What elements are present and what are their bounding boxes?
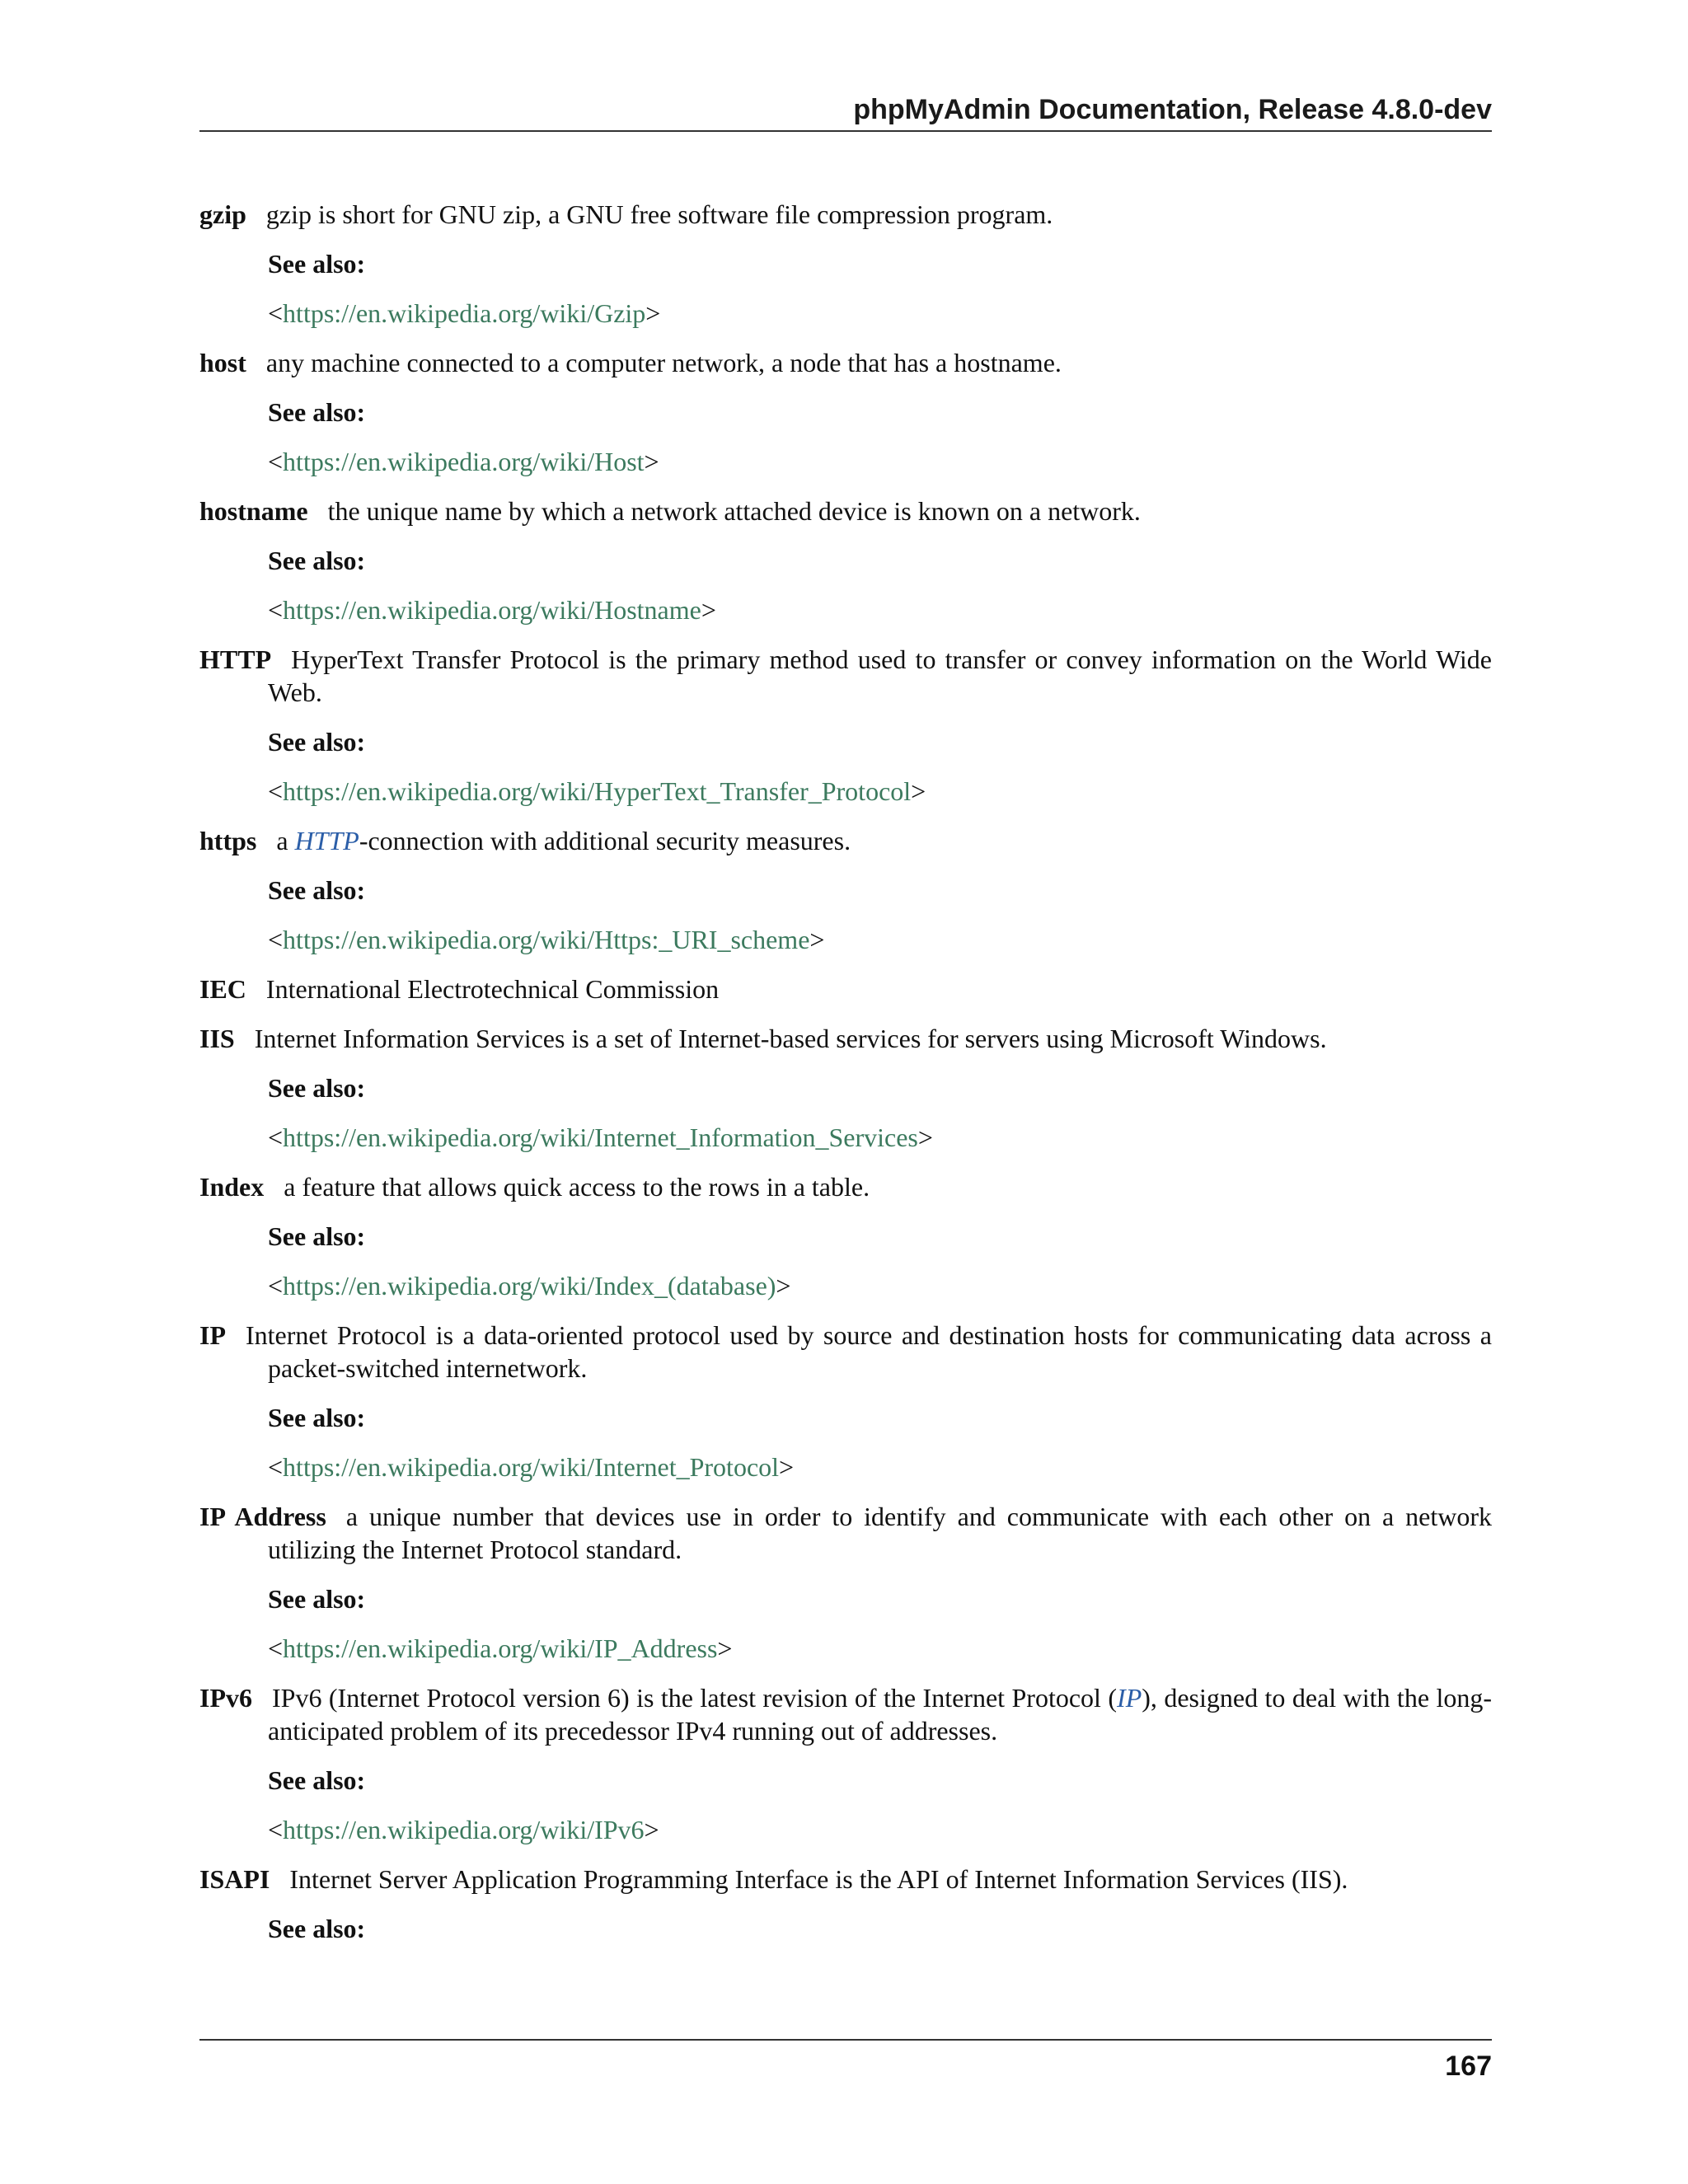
reference-link[interactable]: https://en.wikipedia.org/wiki/Internet_Protocol bbox=[283, 1452, 780, 1482]
definition bbox=[199, 346, 1492, 379]
term: host bbox=[199, 348, 246, 377]
definition bbox=[199, 1319, 1492, 1385]
see-also-label: See also: bbox=[268, 727, 366, 757]
cross-reference-link[interactable]: IP bbox=[1117, 1683, 1142, 1713]
definition bbox=[199, 1500, 1492, 1566]
term: hostname bbox=[199, 496, 308, 526]
definition-text-after: -connection with additional security measures. bbox=[359, 826, 851, 855]
term: gzip bbox=[199, 199, 246, 229]
reference-line: <https://en.wikipedia.org/wiki/Hostname> bbox=[268, 595, 716, 625]
see-also-label: See also: bbox=[268, 1221, 366, 1251]
reference-line: <https://en.wikipedia.org/wiki/HyperText_Transfer_Protocol> bbox=[268, 776, 926, 806]
page-number: 167 bbox=[1445, 2050, 1492, 2082]
glossary-entry-ipv6 bbox=[199, 1681, 1492, 1846]
see-also-label: See also: bbox=[268, 397, 366, 427]
see-also-label: See also: bbox=[268, 1073, 366, 1103]
definition-text-before: IPv6 (Internet Protocol version 6) is the latest revision of the Internet Protocol ( bbox=[272, 1683, 1118, 1713]
glossary-entry-index bbox=[199, 1170, 1492, 1302]
glossary-entry-gzip bbox=[199, 198, 1492, 330]
term: ISAPI bbox=[199, 1864, 270, 1894]
glossary-entry-iis bbox=[199, 1022, 1492, 1154]
term: IIS bbox=[199, 1024, 235, 1053]
definition-text: a unique number that devices use in order to identify and communicate with each other on a network utilizing the Internet Protocol standard. bbox=[268, 1502, 1493, 1564]
definition-text: Internet Information Services is a set of Internet-based services for servers using Microsoft Windows. bbox=[254, 1024, 1327, 1053]
see-also-label: See also: bbox=[268, 1765, 366, 1795]
running-header bbox=[199, 89, 1492, 132]
definition-text: International Electrotechnical Commission bbox=[265, 974, 720, 1004]
definition-text: any machine connected to a computer network, a node that has a hostname. bbox=[265, 348, 1062, 377]
reference-line: <https://en.wikipedia.org/wiki/Https:_URI_scheme> bbox=[268, 925, 825, 954]
term: https bbox=[199, 826, 257, 855]
glossary-entry-https bbox=[199, 824, 1492, 956]
glossary-entry-ip-address bbox=[199, 1500, 1492, 1665]
definition bbox=[199, 972, 1492, 1005]
term: IP Address bbox=[199, 1502, 326, 1531]
definition bbox=[199, 1170, 1492, 1203]
glossary-entry-iec bbox=[199, 972, 1492, 1005]
reference-line: <https://en.wikipedia.org/wiki/Internet_Information_Services> bbox=[268, 1122, 933, 1152]
definition bbox=[199, 824, 1492, 857]
reference-link[interactable]: https://en.wikipedia.org/wiki/Hostname bbox=[283, 595, 701, 625]
reference-link[interactable]: https://en.wikipedia.org/wiki/HyperText_Transfer_Protocol bbox=[283, 776, 912, 806]
term: HTTP bbox=[199, 644, 272, 674]
reference-line: <https://en.wikipedia.org/wiki/Index_(database)> bbox=[268, 1271, 791, 1301]
definition bbox=[199, 643, 1492, 709]
definition-text: Internet Protocol is a data-oriented protocol used by source and destination hosts for communicating data across a packet-switched internetwork. bbox=[246, 1320, 1492, 1383]
reference-line: <https://en.wikipedia.org/wiki/Host> bbox=[268, 447, 659, 476]
reference-line: <https://en.wikipedia.org/wiki/Gzip> bbox=[268, 298, 661, 328]
reference-line: <https://en.wikipedia.org/wiki/Internet_Protocol> bbox=[268, 1452, 795, 1482]
see-also-label: See also: bbox=[268, 875, 366, 905]
definition bbox=[199, 1681, 1492, 1747]
reference-link[interactable]: https://en.wikipedia.org/wiki/Host bbox=[283, 447, 645, 476]
see-also-label: See also: bbox=[268, 1584, 366, 1614]
glossary-entry-hostname bbox=[199, 494, 1492, 626]
glossary-entry-host bbox=[199, 346, 1492, 478]
definition bbox=[199, 494, 1492, 527]
term: Index bbox=[199, 1172, 265, 1202]
reference-line: <https://en.wikipedia.org/wiki/IPv6> bbox=[268, 1815, 659, 1844]
definition-text: a feature that allows quick access to the rows in a table. bbox=[284, 1172, 870, 1202]
footer-divider bbox=[199, 2039, 1492, 2041]
see-also-label: See also: bbox=[268, 1914, 366, 1943]
reference-line: <https://en.wikipedia.org/wiki/IP_Address> bbox=[268, 1633, 733, 1663]
definition-text: HyperText Transfer Protocol is the primary method used to transfer or convey information on the World Wide Web. bbox=[268, 644, 1492, 707]
see-also-label: See also: bbox=[268, 249, 366, 279]
term: IP bbox=[199, 1320, 226, 1350]
reference-link[interactable]: https://en.wikipedia.org/wiki/Gzip bbox=[283, 298, 646, 328]
definition bbox=[199, 1022, 1492, 1055]
see-also-label: See also: bbox=[268, 1403, 366, 1432]
reference-link[interactable]: https://en.wikipedia.org/wiki/Https:_URI_scheme bbox=[283, 925, 810, 954]
definition-text-before: a bbox=[276, 826, 295, 855]
reference-link[interactable]: https://en.wikipedia.org/wiki/Index_(database) bbox=[283, 1271, 776, 1301]
definition-text: gzip is short for GNU zip, a GNU free software file compression program. bbox=[265, 199, 1053, 229]
definition-text: Internet Server Application Programming Interface is the API of Internet Information Services (IIS). bbox=[289, 1864, 1348, 1894]
cross-reference-link[interactable]: HTTP bbox=[294, 826, 359, 855]
reference-link[interactable]: https://en.wikipedia.org/wiki/IP_Address bbox=[283, 1633, 718, 1663]
definition-text-after: ), designed to deal with the long-anticipated problem of its precedessor IPv4 running out of addresses. bbox=[268, 1683, 1493, 1746]
document-title: phpMyAdmin Documentation, Release 4.8.0-dev bbox=[853, 94, 1492, 125]
glossary-entry-ip bbox=[199, 1319, 1492, 1483]
glossary-entry-http bbox=[199, 643, 1492, 808]
term: IEC bbox=[199, 974, 246, 1004]
glossary-list bbox=[199, 198, 1492, 1961]
glossary-entry-isapi bbox=[199, 1863, 1492, 1945]
reference-link[interactable]: https://en.wikipedia.org/wiki/Internet_Information_Services bbox=[283, 1122, 918, 1152]
see-also-label: See also: bbox=[268, 546, 366, 575]
reference-link[interactable]: https://en.wikipedia.org/wiki/IPv6 bbox=[283, 1815, 645, 1844]
definition bbox=[199, 1863, 1492, 1896]
definition bbox=[199, 198, 1492, 231]
term: IPv6 bbox=[199, 1683, 252, 1713]
definition-text: the unique name by which a network attached device is known on a network. bbox=[327, 496, 1141, 526]
